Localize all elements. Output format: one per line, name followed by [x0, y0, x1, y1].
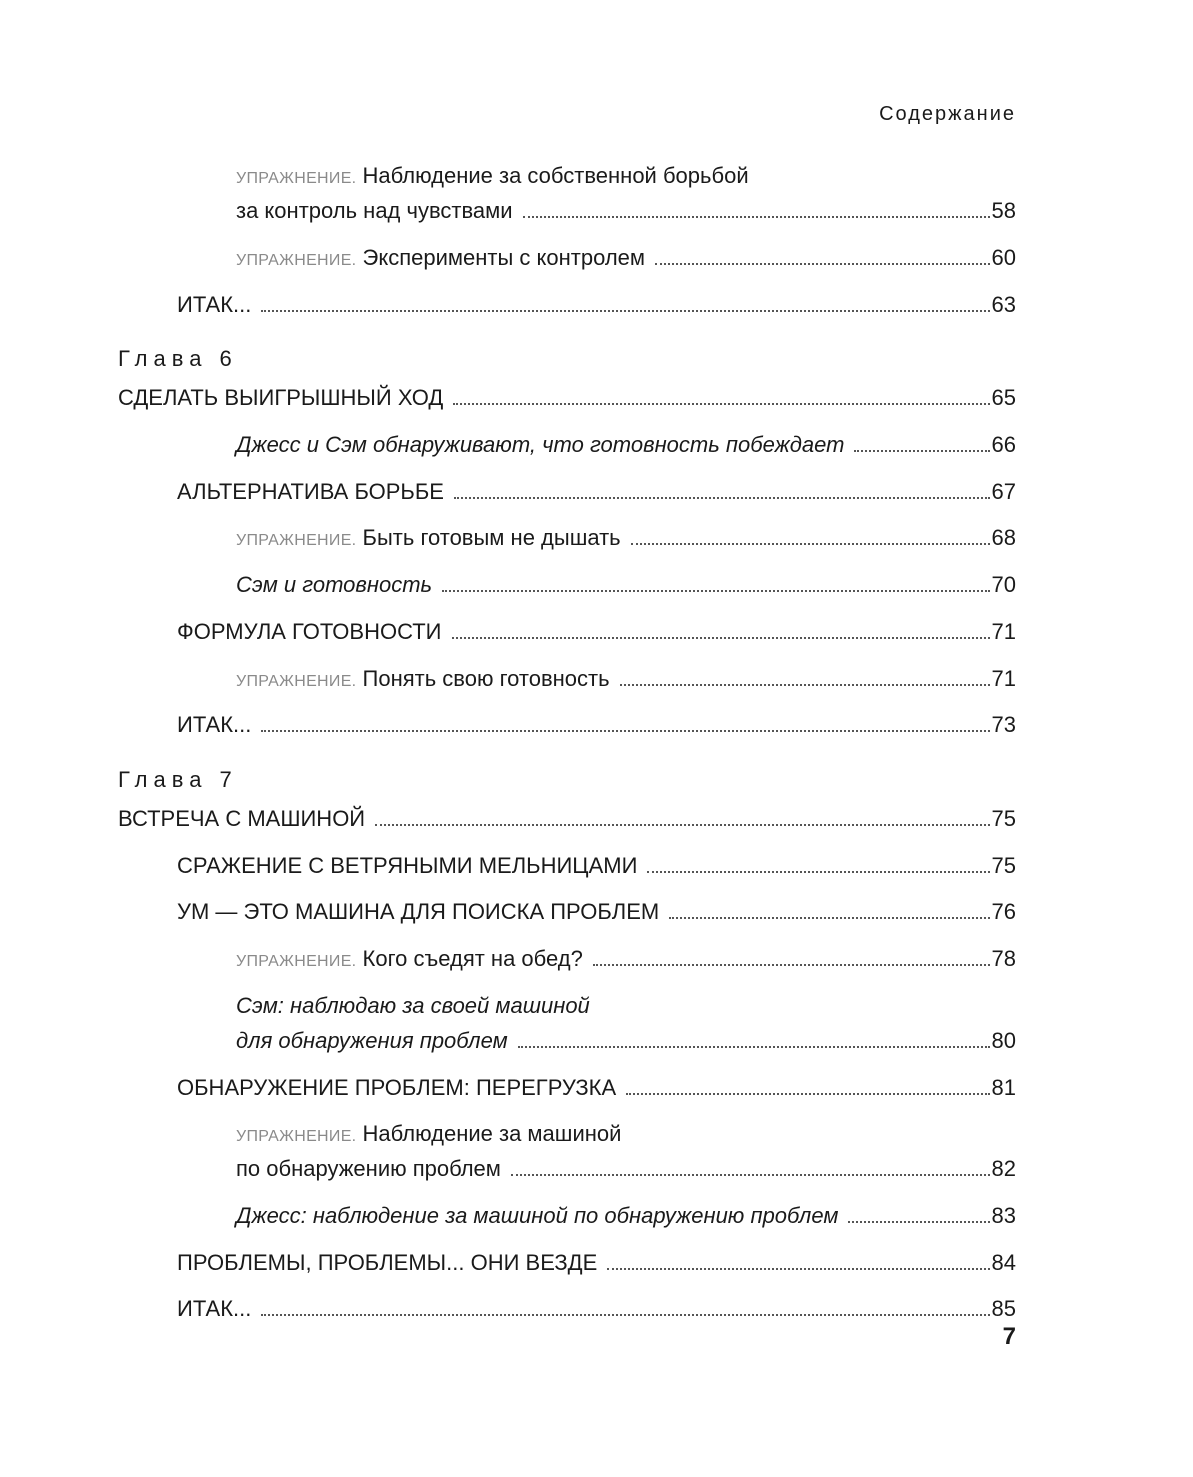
- toc-entry-line1: [236, 159, 749, 196]
- toc-page-number: 58: [991, 198, 1016, 223]
- toc-page-number: 71: [991, 619, 1016, 644]
- toc-entry-title: ИТАК...: [177, 712, 252, 737]
- toc-entry[interactable]: [177, 708, 1016, 742]
- toc-page-number: 85: [991, 1296, 1016, 1321]
- toc-page-number: 68: [991, 525, 1016, 550]
- toc-entry[interactable]: [236, 428, 1016, 462]
- toc-entry[interactable]: [236, 1199, 1016, 1233]
- toc-entry-title: УМ — ЭТО МАШИНА ДЛЯ ПОИСКА ПРОБЛЕМ: [177, 899, 660, 924]
- toc-entry-text: Эксперименты с контролем: [362, 245, 646, 270]
- toc-entry-title: [236, 241, 645, 278]
- exercise-label: УПРАЖНЕНИЕ.: [236, 1128, 357, 1145]
- dot-leader: [655, 263, 989, 265]
- toc-entry-title: [236, 521, 621, 558]
- toc-entry-title: [236, 662, 610, 699]
- toc-entry-text: Кого съедят на обед?: [362, 946, 583, 971]
- toc-entry[interactable]: [177, 895, 1016, 929]
- toc-chapter-entry[interactable]: [118, 381, 1016, 415]
- toc-page-number: 63: [991, 292, 1016, 317]
- page-number: 7: [1002, 1323, 1016, 1350]
- toc-page-number: 82: [991, 1156, 1016, 1181]
- chapter-label: Глава 6: [118, 346, 238, 371]
- dot-leader: [454, 497, 990, 499]
- toc-entry-title: СДЕЛАТЬ ВЫИГРЫШНЫЙ ХОД: [118, 385, 444, 410]
- dot-leader: [523, 216, 990, 218]
- dot-leader: [453, 403, 989, 405]
- toc-page-number: 84: [991, 1250, 1016, 1275]
- dot-leader: [452, 637, 990, 639]
- toc-entry[interactable]: [177, 288, 1016, 322]
- toc-entry[interactable]: [177, 1292, 1016, 1326]
- toc-entry-title: Джесс: наблюдение за машиной по обнаружению проблем: [236, 1203, 839, 1228]
- toc-entry-title: Джесс и Сэм обнаруживают, что готовность побеждает: [236, 432, 845, 457]
- toc-entry-title: АЛЬТЕРНАТИВА БОРЬБЕ: [177, 479, 444, 504]
- toc-entry-text: Понять свою готовность: [362, 666, 610, 691]
- toc-entry-line1: Сэм: наблюдаю за своей машиной: [236, 993, 590, 1018]
- toc-entry-line1: [236, 1117, 621, 1154]
- toc-page-number: 60: [991, 245, 1016, 270]
- dot-leader: [518, 1046, 990, 1048]
- dot-leader: [442, 590, 989, 592]
- exercise-label: УПРАЖНЕНИЕ.: [236, 252, 357, 269]
- toc-entry[interactable]: [236, 241, 1016, 278]
- dot-leader: [593, 964, 990, 966]
- toc-entry[interactable]: [177, 475, 1016, 509]
- toc-entry-title: ПРОБЛЕМЫ, ПРОБЛЕМЫ... ОНИ ВЕЗДЕ: [177, 1250, 598, 1275]
- dot-leader: [854, 450, 989, 452]
- toc-page-number: 71: [991, 666, 1016, 691]
- toc-entry-title: ФОРМУЛА ГОТОВНОСТИ: [177, 619, 442, 644]
- toc-page-number: 78: [991, 946, 1016, 971]
- toc-entry[interactable]: [236, 568, 1016, 602]
- dot-leader: [669, 917, 989, 919]
- toc-entry-title: ИТАК...: [177, 1296, 252, 1321]
- toc-page-number: 75: [991, 853, 1016, 878]
- toc-entry-title: ИТАК...: [177, 292, 252, 317]
- toc-entry-text: Наблюдение за машиной: [362, 1121, 622, 1146]
- toc-entry[interactable]: [236, 194, 1016, 228]
- toc-entry[interactable]: [236, 1152, 1016, 1186]
- toc-page-number: 83: [991, 1203, 1016, 1228]
- toc-entry[interactable]: [177, 615, 1016, 649]
- toc-entry-title: ВСТРЕЧА С МАШИНОЙ: [118, 806, 366, 831]
- toc-entry[interactable]: [236, 1024, 1016, 1058]
- running-head: Содержание: [879, 103, 1016, 125]
- toc-page-number: 70: [991, 572, 1016, 597]
- dot-leader: [261, 1314, 989, 1316]
- toc-page-number: 75: [991, 806, 1016, 831]
- toc-entry-text: Наблюдение за собственной борьбой: [362, 163, 749, 188]
- toc-entry-title: для обнаружения проблем: [236, 1028, 508, 1053]
- dot-leader: [647, 871, 989, 873]
- toc-entry-title: СРАЖЕНИЕ С ВЕТРЯНЫМИ МЕЛЬНИЦАМИ: [177, 853, 638, 878]
- dot-leader: [375, 824, 989, 826]
- toc-entry[interactable]: [236, 662, 1016, 699]
- dot-leader: [261, 730, 989, 732]
- dot-leader: [626, 1093, 989, 1095]
- exercise-label: УПРАЖНЕНИЕ.: [236, 532, 357, 549]
- dot-leader: [607, 1268, 989, 1270]
- toc-entry-title: ОБНАРУЖЕНИЕ ПРОБЛЕМ: ПЕРЕГРУЗКА: [177, 1075, 617, 1100]
- exercise-label: УПРАЖНЕНИЕ.: [236, 170, 357, 187]
- dot-leader: [620, 684, 990, 686]
- toc-entry-title: Сэм и готовность: [236, 572, 433, 597]
- toc-entry[interactable]: [177, 849, 1016, 883]
- toc-chapter-entry[interactable]: [118, 802, 1016, 836]
- toc-entry[interactable]: [177, 1246, 1016, 1280]
- exercise-label: УПРАЖНЕНИЕ.: [236, 673, 357, 690]
- toc-entry-title: [236, 942, 583, 979]
- toc-entry[interactable]: [177, 1071, 1016, 1105]
- exercise-label: УПРАЖНЕНИЕ.: [236, 953, 357, 970]
- dot-leader: [261, 310, 989, 312]
- toc-entry[interactable]: [236, 942, 1016, 979]
- toc-entry-title: за контроль над чувствами: [236, 198, 513, 223]
- chapter-label: Глава 7: [118, 767, 238, 792]
- toc-page-number: 80: [991, 1028, 1016, 1053]
- toc-entry[interactable]: [236, 521, 1016, 558]
- dot-leader: [631, 543, 990, 545]
- toc-page-number: 67: [991, 479, 1016, 504]
- dot-leader: [848, 1221, 989, 1223]
- dot-leader: [511, 1174, 990, 1176]
- toc-entry-text: Быть готовым не дышать: [362, 525, 621, 550]
- toc-page-number: 76: [991, 899, 1016, 924]
- toc-page-number: 81: [991, 1075, 1016, 1100]
- toc-entry-title: по обнаружению проблем: [236, 1156, 501, 1181]
- toc-page-number: 65: [991, 385, 1016, 410]
- toc-page-number: 73: [991, 712, 1016, 737]
- toc-page-number: 66: [991, 432, 1016, 457]
